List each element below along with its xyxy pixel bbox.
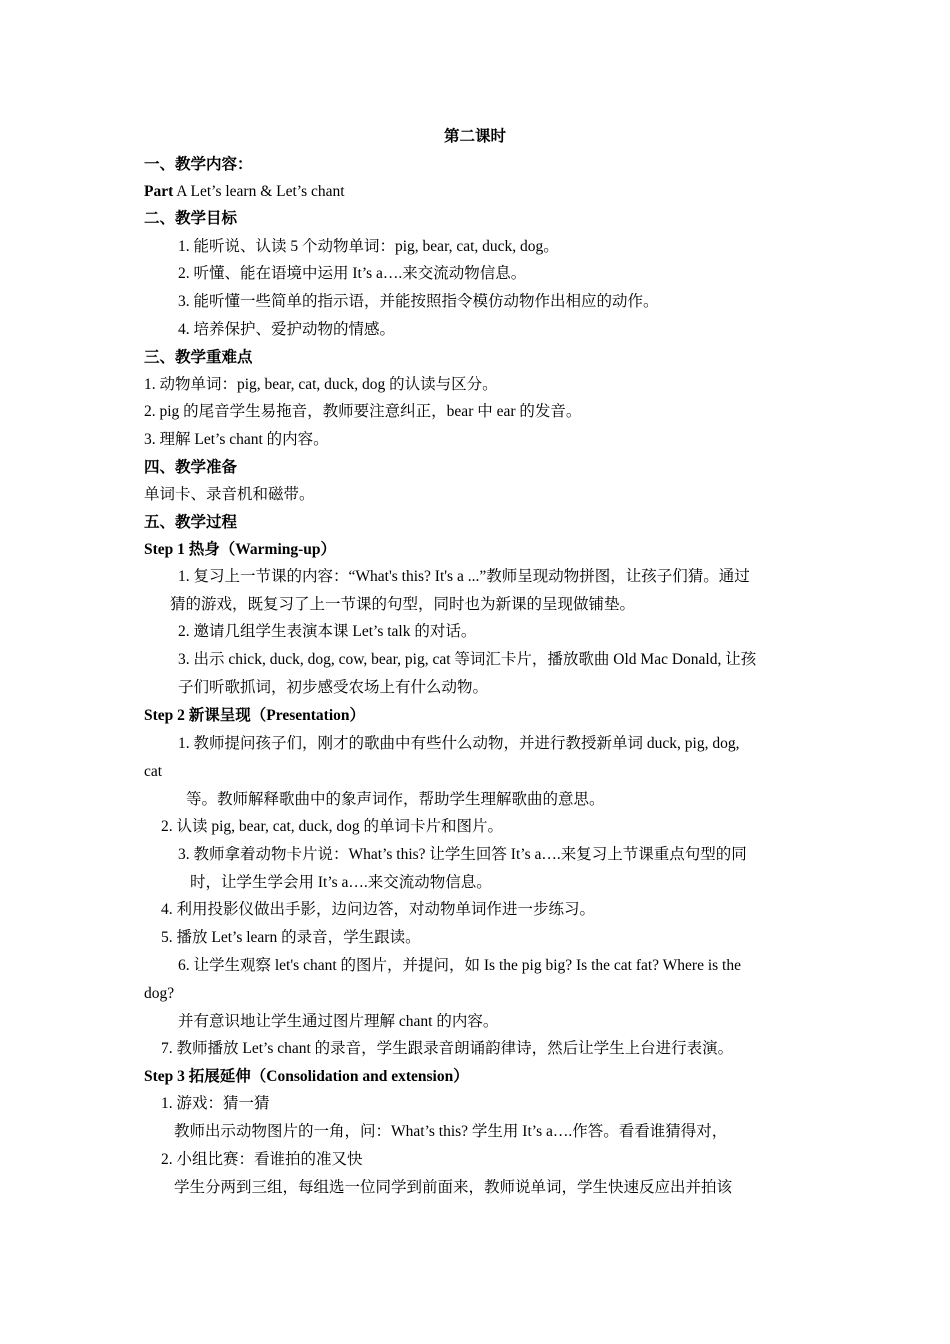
- content-line: [144, 182, 345, 202]
- goal-item: 3. 能听懂一些简单的指示语，并能按照指令模仿动物作出相应的动作。: [178, 293, 659, 310]
- step-2-line: 7. 教师播放 Let’s chant 的录音，学生跟录音朗诵韵律诗，然后让学生上台进行表演。: [161, 1040, 734, 1057]
- section-4-heading: 四、教学准备: [144, 459, 238, 476]
- step-1-line: 1. 复习上一节课的内容：“What's this? It's a ...”教师呈现动物拼图，让孩子们猜。通过: [178, 568, 750, 585]
- keypoint-item: 2. pig 的尾音学生易拖音，教师要注意纠正，bear 中 ear 的发音。: [144, 403, 582, 420]
- section-3-heading: 三、教学重难点: [144, 349, 253, 366]
- step-2-line: cat: [144, 763, 163, 780]
- lesson-title: 第二课时: [443, 128, 506, 145]
- step-1-heading: Step 1 热身（Warming-up）: [144, 541, 337, 558]
- step-3-line: 教师出示动物图片的一角，问：What’s this? 学生用 It’s a….作答。看看谁猜得对，: [174, 1123, 728, 1140]
- step-1-line: 3. 出示 chick, duck, dog, cow, bear, pig, cat 等词汇卡片，播放歌曲 Old Mac Donald, 让孩: [178, 651, 757, 668]
- keypoint-item: 3. 理解 Let’s chant 的内容。: [144, 431, 329, 448]
- step-2-line: 5. 播放 Let’s learn 的录音，学生跟读。: [161, 929, 421, 946]
- prep-text: 单词卡、录音机和磁带。: [144, 486, 315, 503]
- step-2-line: 3. 教师拿着动物卡片说：What’s this? 让学生回答 It’s a….来复习上节课重点句型的同: [178, 846, 747, 863]
- section-1-heading: 一、教学内容：: [144, 156, 253, 173]
- step-2-line: 4. 利用投影仪做出手影，边问边答，对动物单词作进一步练习。: [161, 901, 596, 918]
- step-2-line: 1. 教师提问孩子们，刚才的歌曲中有些什么动物，并进行教授新单词 duck, pig, dog,: [178, 735, 740, 752]
- step-2-heading: Step 2 新课呈现（Presentation）: [144, 707, 366, 724]
- section-2-heading: 二、教学目标: [144, 210, 238, 227]
- step-3-line: 学生分两到三组，每组选一位同学到前面来，教师说单词，学生快速反应出并拍该: [174, 1179, 733, 1196]
- step-3-line: 2. 小组比赛：看谁拍的准又快: [161, 1151, 363, 1168]
- content-part-text: A Let’s learn & Let’s chant: [173, 183, 345, 200]
- step-1-line: 猜的游戏，既复习了上一节课的句型，同时也为新课的呈现做铺垫。: [170, 596, 636, 613]
- section-5-heading: 五、教学过程: [144, 514, 238, 531]
- keypoint-item: 1. 动物单词：pig, bear, cat, duck, dog 的认读与区分。: [144, 376, 498, 393]
- goal-item: 1. 能听说、认读 5 个动物单词：pig, bear, cat, duck, dog。: [178, 238, 559, 255]
- goal-item: 2. 听懂、能在语境中运用 It’s a….来交流动物信息。: [178, 265, 527, 282]
- step-2-line: 2. 认读 pig, bear, cat, duck, dog 的单词卡片和图片。: [161, 818, 504, 835]
- goal-item: 4. 培养保护、爱护动物的情感。: [178, 321, 396, 338]
- step-1-line: 子们听歌抓词，初步感受农场上有什么动物。: [178, 679, 489, 696]
- step-3-heading: Step 3 拓展延伸（Consolidation and extension）: [144, 1068, 469, 1085]
- step-2-line: 6. 让学生观察 let's chant 的图片，并提问，如 Is the pig big? Is the cat fat? Where is the: [178, 957, 741, 974]
- step-2-line: 并有意识地让学生通过图片理解 chant 的内容。: [178, 1013, 499, 1030]
- step-2-line: dog?: [144, 985, 175, 1002]
- step-1-line: 2. 邀请几组学生表演本课 Let’s talk 的对话。: [178, 623, 477, 640]
- content-part-label: Part: [144, 183, 174, 200]
- step-2-line: 等。教师解释歌曲中的象声词作，帮助学生理解歌曲的意思。: [186, 791, 605, 808]
- step-3-line: 1. 游戏：猜一猜: [161, 1095, 270, 1112]
- step-2-line: 时，让学生学会用 It’s a….来交流动物信息。: [190, 874, 492, 891]
